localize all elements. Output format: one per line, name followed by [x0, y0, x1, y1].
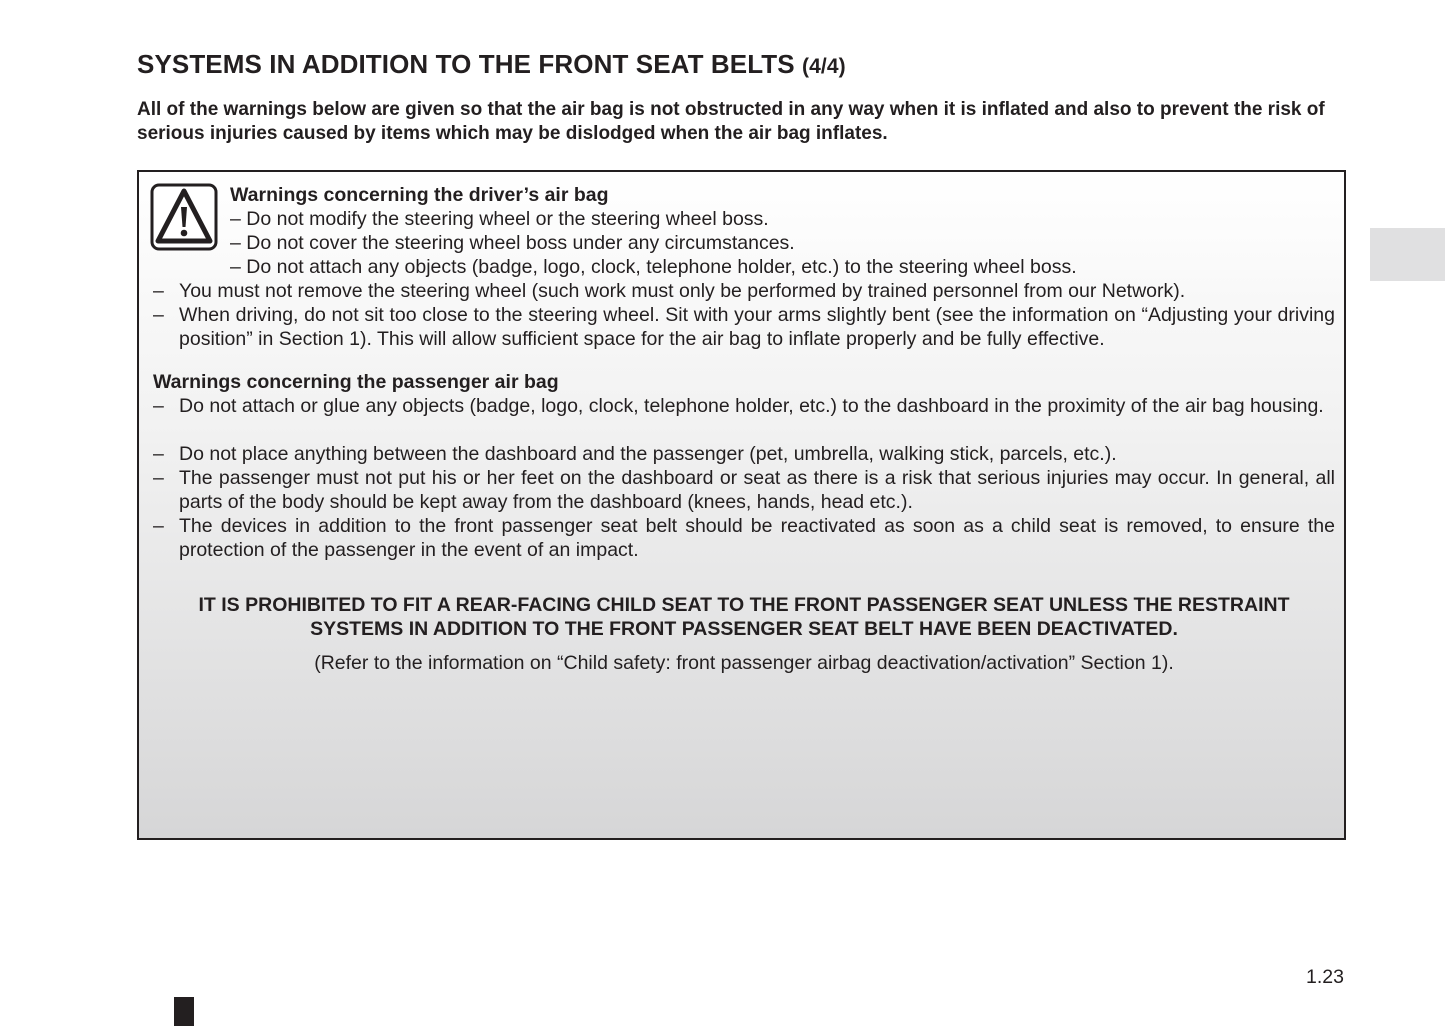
passenger-airbag-heading: Warnings concerning the passenger air bag: [153, 371, 559, 393]
driver-sub-item: – Do not cover the steering wheel boss under any circumstances.: [230, 232, 795, 254]
warning-box: [137, 170, 1346, 840]
driver-airbag-heading: Warnings concerning the driver’s air bag: [230, 184, 609, 206]
page-title: [137, 49, 846, 80]
passenger-warning-item: The devices in addition to the front passenger seat belt should be reactivated as soon as a child seat is removed, to ensure the protection of the passenger in the event of an impact.: [179, 515, 1335, 561]
list-dash: –: [153, 467, 164, 489]
passenger-warning-item: Do not place anything between the dashboard and the passenger (pet, umbrella, walking stick, parcels, etc.).: [179, 443, 1117, 465]
warning-triangle-icon: [150, 183, 218, 251]
page-title-part: (4/4): [802, 55, 846, 78]
driver-warning-item: You must not remove the steering wheel (such work must only be performed by trained personnel from our Network).: [179, 280, 1186, 302]
passenger-warning-item: The passenger must not put his or her feet on the dashboard or seat as there is a risk that serious injuries may occur. In general, all parts of the body should be kept away from the dashboard (knees, hands, head etc.).: [179, 467, 1335, 513]
page-number: 1.23: [1306, 966, 1344, 988]
section-tab: [1370, 228, 1445, 281]
page-title-text: SYSTEMS IN ADDITION TO THE FRONT SEAT BELTS: [137, 49, 795, 79]
refer-note: (Refer to the information on “Child safety: front passenger airbag deactivation/activation” Section 1).: [314, 652, 1174, 674]
list-dash: –: [153, 304, 164, 326]
list-dash: –: [153, 443, 164, 465]
driver-sub-item: – Do not attach any objects (badge, logo, clock, telephone holder, etc.) to the steering wheel boss.: [230, 256, 1077, 278]
intro-paragraph: All of the warnings below are given so that the air bag is not obstructed in any way when it is inflated and also to prevent the risk of serious injuries caused by items which may be dislodged when the air bag inflates.: [137, 99, 1325, 144]
corner-mark: [174, 997, 194, 1026]
list-dash: –: [153, 515, 164, 537]
list-dash: –: [153, 395, 164, 417]
driver-warning-item: When driving, do not sit too close to the steering wheel. Sit with your arms slightly bent (see the information on “Adjusting your driving position” in Section 1). This will allow sufficient space for the air bag to inflate properly and be fully effective.: [179, 304, 1335, 350]
list-dash: –: [153, 280, 164, 302]
passenger-warning-item: Do not attach or glue any objects (badge, logo, clock, telephone holder, etc.) to the dashboard in the proximity of the air bag housing.: [179, 395, 1324, 417]
prohibited-notice: IT IS PROHIBITED TO FIT A REAR-FACING CHILD SEAT TO THE FRONT PASSENGER SEAT UNLESS THE RESTRAINT SYSTEMS IN ADDITION TO THE FRONT PASSENGER SEAT BELT HAVE BEEN DEACTIVATED.: [198, 594, 1290, 640]
driver-sub-item: – Do not modify the steering wheel or the steering wheel boss.: [230, 208, 769, 230]
